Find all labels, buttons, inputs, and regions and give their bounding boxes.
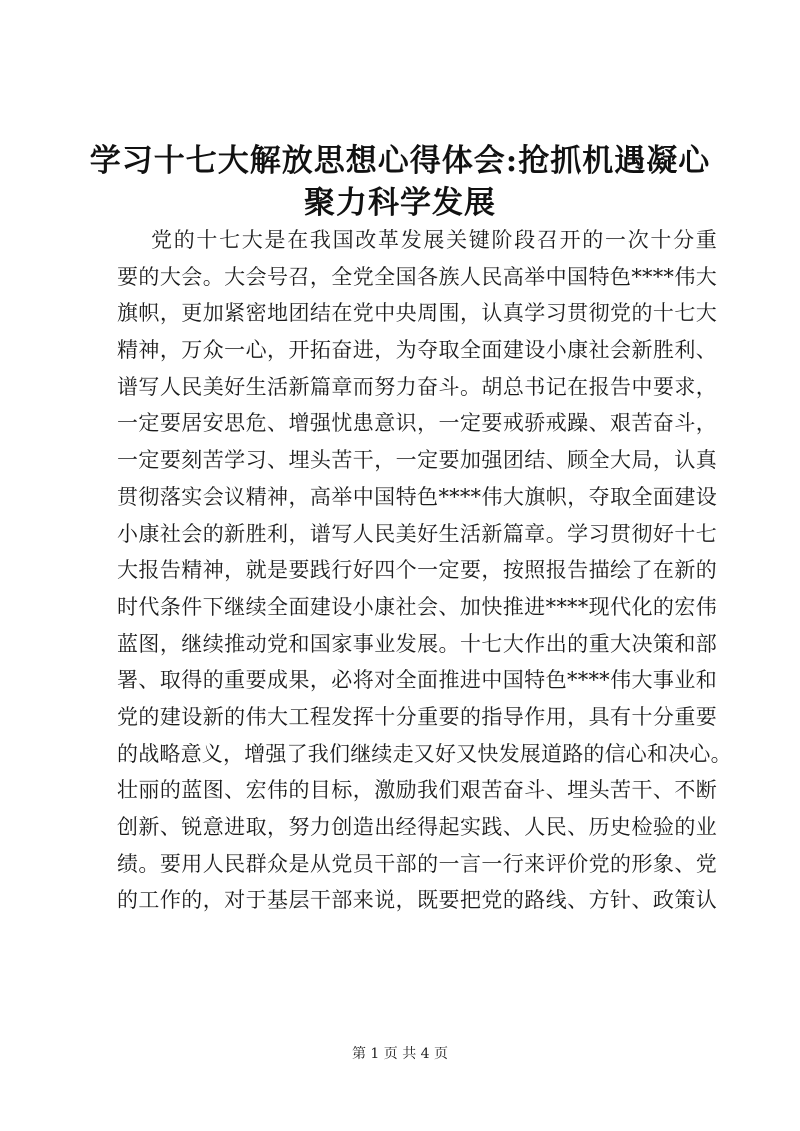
body-line: 一定要刻苦学习、埋头苦干，一定要加强团结、顾全大局，认真: [117, 448, 717, 473]
body-line: 精神，万众一心，开拓奋进，为夺取全面建设小康社会新胜利、: [117, 338, 717, 363]
body-line: 小康社会的新胜利，谱写人民美好生活新篇章。学习贯彻好十七: [117, 521, 717, 546]
body-line: 蓝图，继续推动党和国家事业发展。十七大作出的重大决策和部: [117, 631, 717, 656]
body-line: 贯彻落实会议精神，高举中国特色****伟大旗帜，夺取全面建设: [117, 484, 717, 509]
body-line: 一定要居安思危、增强忧患意识，一定要戒骄戒躁、艰苦奋斗，: [117, 411, 717, 436]
body-line: 要的大会。大会号召，全党全国各族人民高举中国特色****伟大: [117, 264, 717, 289]
body-line: 谱写人民美好生活新篇章而努力奋斗。胡总书记在报告中要求，: [117, 374, 717, 399]
body-line: 壮丽的蓝图、宏伟的目标，激励我们艰苦奋斗、埋头苦干、不断: [117, 778, 717, 803]
body-line: 党的建设新的伟大工程发挥十分重要的指导作用，具有十分重要: [117, 704, 717, 729]
document-title-line-2: 聚力科学发展: [304, 185, 496, 221]
body-line: 的工作的，对于基层干部来说，既要把党的路线、方针、政策认: [117, 888, 717, 913]
body-line: 旗帜，更加紧密地团结在党中央周围，认真学习贯彻党的十七大: [117, 301, 717, 326]
document-title-line-1: 学习十七大解放思想心得体会:抢抓机遇凝心: [89, 143, 711, 179]
body-line: 党的十七大是在我国改革发展关键阶段召开的一次十分重: [151, 228, 717, 252]
page-footer: 第 1 页 共 4 页: [351, 1046, 449, 1062]
body-line: 署、取得的重要成果，必将对全面推进中国特色****伟大事业和: [117, 668, 717, 693]
body-line: 绩。要用人民群众是从党员干部的一言一行来评价党的形象、党: [117, 851, 717, 876]
body-line: 创新、锐意进取，努力创造出经得起实践、人民、历史检验的业: [117, 815, 717, 839]
body-line: 时代条件下继续全面建设小康社会、加快推进****现代化的宏伟: [117, 594, 717, 619]
body-line: 的战略意义，增强了我们继续走又好又快发展道路的信心和决心。: [117, 741, 732, 766]
body-line: 大报告精神，就是要践行好四个一定要，按照报告描绘了在新的: [117, 558, 717, 583]
document-body: [117, 222, 732, 919]
